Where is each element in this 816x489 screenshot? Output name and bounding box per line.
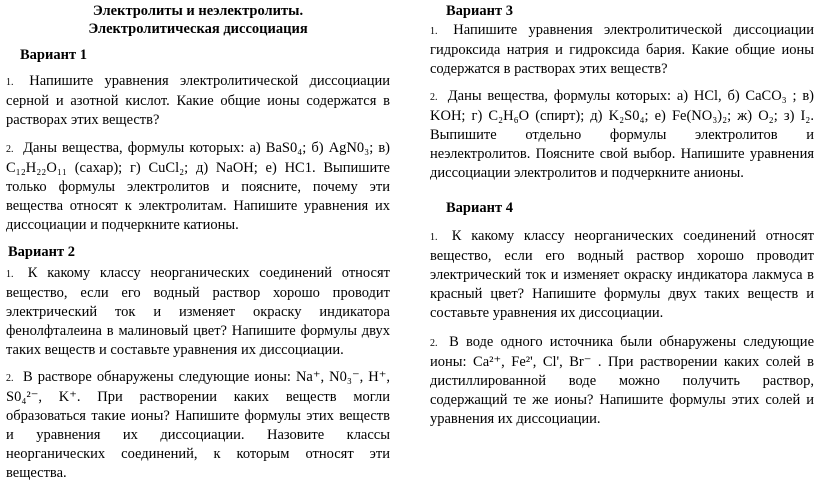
variant2-task2-text: В растворе обнаружены следующие ионы: Na⁺, N0₃⁻, H⁺, S0₄²⁻, K⁺. При растворении каких веществ могли образоваться такие ионы? Напишите формулы этих веществ и уравнения их диссоциации. Назовите классы неорганических соединений, к которым относят эти вещества. — [6, 369, 390, 481]
variant4-task2-text: В воде одного источника были обнаружены следующие ионы: Ca²⁺, Fe²', Cl', Br⁻ . При растворении каких солей в дистиллированной воде можно получить раствор, содержащий те же ионы? Напишите формулы этих солей и уравнения их диссоциации. — [430, 334, 815, 427]
variant3-heading: Вариант 3 — [446, 3, 513, 19]
variant4-task1-number: 1. — [430, 232, 438, 243]
variant1-heading: Вариант 1 — [20, 47, 87, 63]
variant1-task1-text: Напишите уравнения электролитической диссоциации серной и азотной кислот. Какие общие ионы содержатся в растворах этих веществ? — [6, 73, 391, 128]
variant3-task1-text: Напишите уравнения электролитической диссоциации гидроксида натрия и гидроксида бария. Какие общие ионы содержатся в растворах этих веществ? — [430, 22, 815, 77]
variant2-task1 — [6, 264, 390, 360]
variant3-task2 — [430, 87, 814, 183]
variant3-task2-text: Даны вещества, формулы которых: а) HCl, б) CaCO₃ ; в) KOH; г) C₂H₆O (спирт); д) K₂S0₄; е) Fe(NO₃)₂; ж) O₂; з) I₂. Выпишите отдельно формулы электролитов и неэлектролитов. Поясните свой выбор. Напишите уравнения диссоциации электролитов и подчеркните анионы. — [430, 88, 814, 181]
variant2-task2-number: 2. — [6, 373, 14, 384]
variant1-task1-number: 1. — [6, 77, 14, 88]
variant3-task2-number: 2. — [430, 92, 438, 103]
variant4-task1 — [430, 227, 814, 323]
variant2-task1-text: К какому классу неорганических соединений относят вещество, если его водный раствор хорошо проводит электрический ток и изменяет окраску индикатора фенолфталеина в малиновый цвет? Напишите формулы двух таких веществ и составьте уравнения их диссоциации. — [6, 265, 390, 358]
variant1-task1 — [6, 72, 390, 130]
variant4-task1-text: К какому классу неорганических соединений относят вещество, если его водный раствор хорошо проводит электрический ток и изменяет окраску индикатора лакмуса в красный цвет? Напишите формулы двух таких веществ и составьте уравнения их диссоциации. — [430, 228, 814, 321]
variant4-task2 — [430, 333, 814, 429]
variant3-task1 — [430, 21, 814, 79]
variant1-task2 — [6, 139, 390, 235]
right-column — [430, 0, 814, 429]
variant2-heading: Вариант 2 — [8, 244, 75, 260]
variant4-heading: Вариант 4 — [446, 200, 513, 216]
variant2-task1-number: 1. — [6, 269, 14, 280]
variant1-task2-text: Даны вещества, формулы которых: а) BaS0₄; б) AgN0₃; в) C₁₂H₂₂O₁₁ (сахар); г) CuCl₂; д) NaOH; е) НС1. Выпишите только формулы электролитов и поясните, почему эти вещества относят к электролитам. Напишите уравнения их диссоциации и подчеркните катионы. — [6, 140, 391, 233]
page-title-line2: Электролитическая диссоциация — [88, 21, 308, 37]
page-title-line1: Электролиты и неэлектролиты. — [92, 3, 304, 19]
variant2-task2 — [6, 368, 390, 483]
variant4-task2-number: 2. — [430, 338, 438, 349]
variant3-task1-number: 1. — [430, 26, 438, 37]
left-column — [6, 0, 390, 483]
variant1-task2-number: 2. — [6, 144, 14, 155]
